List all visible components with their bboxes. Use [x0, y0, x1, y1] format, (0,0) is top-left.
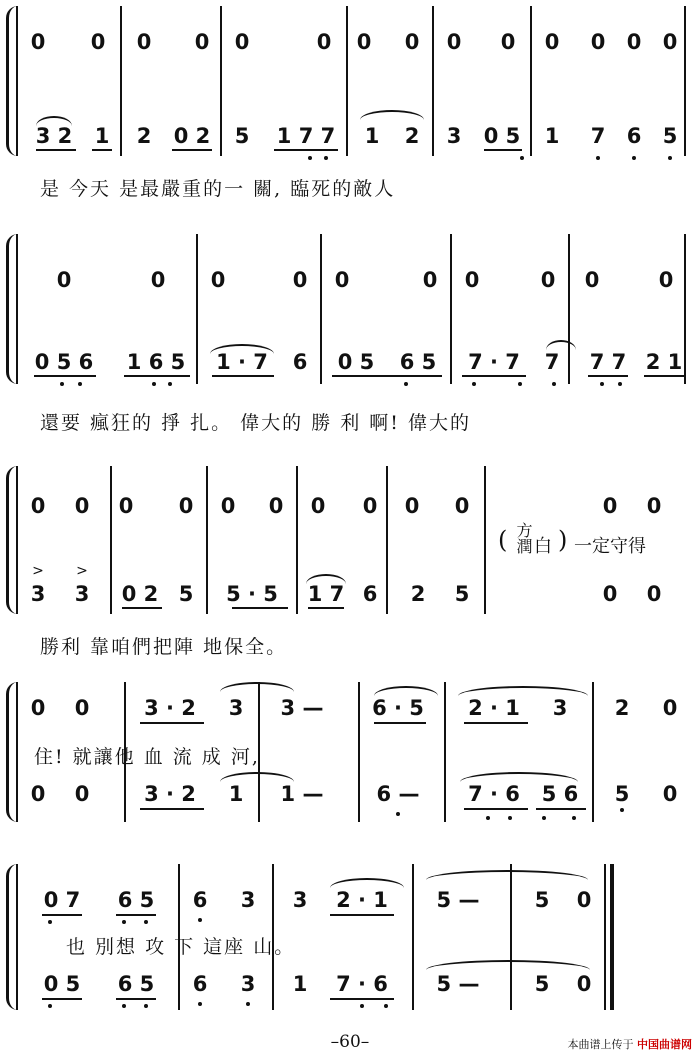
- lower-note: 5 —: [436, 972, 480, 996]
- barline: [296, 466, 298, 614]
- upper-note: 0: [662, 696, 678, 720]
- lower-note: 0: [576, 972, 592, 996]
- upper-note: 0: [362, 494, 378, 518]
- upper-note: 0: [662, 30, 678, 54]
- octave-dot: [360, 1004, 364, 1008]
- lower-note: 0: [662, 782, 678, 806]
- lower-note: 5: [662, 124, 678, 148]
- octave-dot: [552, 382, 556, 386]
- lower-note: 2: [404, 124, 420, 148]
- lower-note: 5: [454, 582, 470, 606]
- underline-beam: [232, 607, 288, 609]
- octave-dot: [384, 1004, 388, 1008]
- upper-note: 3: [552, 696, 568, 720]
- barline: [444, 682, 446, 822]
- speech-mark: 白: [534, 536, 552, 557]
- barline: [412, 864, 414, 1010]
- octave-dot: [122, 1004, 126, 1008]
- upper-note: 0: [602, 494, 618, 518]
- underline-beam: [374, 722, 426, 724]
- underline-beam: [330, 914, 394, 916]
- lyrics-line: 住! 就讓他 血 流 成 河,: [34, 746, 260, 768]
- octave-dot: [48, 1004, 52, 1008]
- lower-note: 3 · 2: [144, 782, 196, 806]
- barline: [16, 6, 18, 156]
- underline-beam: [464, 808, 528, 810]
- underline-beam: [464, 722, 528, 724]
- octave-dot: [324, 156, 328, 160]
- page-number: –60–: [330, 1032, 370, 1052]
- octave-dot: [600, 382, 604, 386]
- upper-note: 0: [658, 268, 674, 292]
- upper-note: 0: [234, 30, 250, 54]
- octave-dot: [572, 816, 576, 820]
- octave-dot: [596, 156, 600, 160]
- barline: [568, 234, 570, 384]
- underline-beam: [116, 998, 156, 1000]
- upper-note: 0: [292, 268, 308, 292]
- upper-note: 2 · 1: [468, 696, 520, 720]
- upper-note: 5 —: [436, 888, 480, 912]
- system-4: [6, 682, 690, 842]
- lower-note: 3: [446, 124, 462, 148]
- lower-note: 7: [544, 350, 560, 374]
- system-2: [6, 234, 690, 394]
- upper-note: 0: [220, 494, 236, 518]
- octave-dot: [518, 382, 522, 386]
- lower-note: 7: [590, 124, 606, 148]
- lower-note: 6: [192, 972, 208, 996]
- upper-note: 3 · 2: [144, 696, 196, 720]
- octave-dot: [542, 816, 546, 820]
- upper-note: 3: [228, 696, 244, 720]
- underline-beam: [140, 808, 204, 810]
- footer-prefix: 本曲谱上传于: [567, 1038, 634, 1051]
- paren-close: ): [558, 526, 568, 554]
- octave-dot: [144, 1004, 148, 1008]
- barline: [484, 466, 486, 614]
- lower-note: 3: [74, 582, 90, 606]
- underline-beam: [308, 607, 344, 609]
- upper-note: 0: [576, 888, 592, 912]
- underline-beam: [330, 998, 394, 1000]
- final-barline: [610, 864, 614, 1010]
- lower-note: 2: [136, 124, 152, 148]
- lower-note: 6 5: [399, 350, 437, 374]
- upper-note: 0: [334, 268, 350, 292]
- lower-note: 0 5: [43, 972, 81, 996]
- tie-slur: [220, 772, 294, 782]
- underline-beam: [212, 375, 274, 377]
- upper-note: 0: [30, 30, 46, 54]
- upper-note: 3 —: [280, 696, 324, 720]
- lower-note: 6 —: [376, 782, 420, 806]
- system-3: [6, 466, 690, 616]
- upper-note: 0: [404, 30, 420, 54]
- octave-dot: [122, 920, 126, 924]
- underline-beam: [36, 149, 76, 151]
- upper-note: 0: [118, 494, 134, 518]
- lyrics-line: 也 別想 攻 下 這座 山。: [66, 936, 296, 958]
- octave-dot: [246, 1002, 250, 1006]
- barline: [386, 466, 388, 614]
- lower-note: 1: [544, 124, 560, 148]
- upper-note: 0: [310, 494, 326, 518]
- upper-note: 0: [446, 30, 462, 54]
- source-footer: [568, 1036, 693, 1052]
- upper-note: 5: [534, 888, 550, 912]
- lower-note: 1 7: [307, 582, 345, 606]
- tie-slur: [546, 340, 576, 350]
- upper-note: 0: [584, 268, 600, 292]
- octave-dot: [308, 156, 312, 160]
- octave-dot: [404, 382, 408, 386]
- upper-note: 0: [590, 30, 606, 54]
- lower-note: 6: [362, 582, 378, 606]
- upper-note: 0: [150, 268, 166, 292]
- barline: [120, 6, 122, 156]
- upper-note: 0: [74, 494, 90, 518]
- tie-slur: [374, 686, 438, 696]
- underline-beam: [462, 375, 526, 377]
- barline: [358, 682, 360, 822]
- lower-note: 6 5: [117, 972, 155, 996]
- upper-note: 0: [316, 30, 332, 54]
- octave-dot: [486, 816, 490, 820]
- barline: [206, 466, 208, 614]
- tie-slur: [306, 574, 346, 584]
- barline: [110, 466, 112, 614]
- underline-beam: [536, 808, 586, 810]
- barline: [220, 6, 222, 156]
- barline: [16, 864, 18, 1010]
- lower-note: 3: [30, 582, 46, 606]
- underline-beam: [644, 375, 684, 377]
- upper-note: 0: [646, 494, 662, 518]
- tie-slur: [426, 960, 590, 970]
- underline-beam: [92, 149, 112, 151]
- underline-beam: [332, 375, 442, 377]
- lower-note: 0 5: [483, 124, 521, 148]
- upper-note: 0 7: [43, 888, 81, 912]
- upper-note: 0: [356, 30, 372, 54]
- upper-note: 0: [178, 494, 194, 518]
- lower-note: 1: [292, 972, 308, 996]
- octave-dot: [632, 156, 636, 160]
- tie-slur: [458, 686, 588, 696]
- system-5: [6, 864, 690, 1014]
- upper-note: 0: [74, 696, 90, 720]
- lower-note: 1 —: [280, 782, 324, 806]
- lower-note: 6: [292, 350, 308, 374]
- barline: [684, 6, 686, 156]
- lower-note: 2: [410, 582, 426, 606]
- upper-note: 6: [192, 888, 208, 912]
- lower-note: 3: [240, 972, 256, 996]
- tie-slur: [330, 878, 404, 888]
- barline: [530, 6, 532, 156]
- lower-note: 6: [626, 124, 642, 148]
- lower-note: 2 1: [645, 350, 683, 374]
- upper-note: 0: [268, 494, 284, 518]
- underline-beam: [140, 722, 204, 724]
- upper-note: 6 5: [117, 888, 155, 912]
- underline-beam: [484, 149, 522, 151]
- lower-note: 5 · 5: [226, 582, 278, 606]
- upper-note: 0: [56, 268, 72, 292]
- accent-mark: >: [76, 563, 88, 579]
- lower-note: 0 5 6: [34, 350, 94, 374]
- lower-note: 7 · 7: [468, 350, 520, 374]
- barline: [592, 682, 594, 822]
- octave-dot: [520, 156, 524, 160]
- tie-slur: [426, 870, 588, 880]
- lower-note: 5 6: [541, 782, 579, 806]
- upper-note: 0: [454, 494, 470, 518]
- barline: [450, 234, 452, 384]
- site-name: 中国曲谱网: [637, 1038, 692, 1051]
- octave-dot: [620, 808, 624, 812]
- lower-note: 7 7: [589, 350, 627, 374]
- tie-slur: [360, 110, 424, 120]
- lower-note: 0: [30, 782, 46, 806]
- upper-note: 6 · 5: [372, 696, 424, 720]
- lower-note: 1 7 7: [276, 124, 336, 148]
- upper-note: 3: [292, 888, 308, 912]
- upper-note: 0: [30, 696, 46, 720]
- underline-beam: [42, 914, 82, 916]
- lower-note: 1: [94, 124, 110, 148]
- underline-beam: [122, 607, 162, 609]
- lower-note: 0 2: [121, 582, 159, 606]
- lower-note: 0: [602, 582, 618, 606]
- upper-note: 2: [614, 696, 630, 720]
- upper-note: 0: [136, 30, 152, 54]
- lower-note: 7 · 6: [468, 782, 520, 806]
- speaker-role: 方潤: [514, 522, 533, 554]
- lower-note: 0: [646, 582, 662, 606]
- paren-open: (: [498, 526, 508, 554]
- octave-dot: [618, 382, 622, 386]
- tie-slur: [460, 772, 578, 782]
- lower-note: 1 · 7: [216, 350, 268, 374]
- upper-note: 0: [30, 494, 46, 518]
- octave-dot: [198, 918, 202, 922]
- lower-note: 1: [228, 782, 244, 806]
- lower-note: 1 6 5: [126, 350, 186, 374]
- lyrics-line: 是 今天 是最嚴重的一 關, 臨死的敵人: [40, 178, 396, 200]
- upper-note: 0: [540, 268, 556, 292]
- lower-note: 5: [234, 124, 250, 148]
- barline: [16, 234, 18, 384]
- lyrics-line: 勝利 靠咱們把陣 地保全。: [40, 636, 288, 658]
- lower-note: 0 2: [173, 124, 211, 148]
- upper-note: 0: [422, 268, 438, 292]
- tie-slur: [220, 682, 294, 692]
- upper-note: 0: [194, 30, 210, 54]
- accent-mark: >: [32, 563, 44, 579]
- upper-note: 0: [404, 494, 420, 518]
- octave-dot: [152, 382, 156, 386]
- barline: [684, 234, 686, 384]
- lyrics-line: 還要 瘋狂的 掙 扎。 偉大的 勝 利 啊! 偉大的: [40, 412, 471, 434]
- lower-note: 0 5: [337, 350, 375, 374]
- barline: [16, 682, 18, 822]
- octave-dot: [668, 156, 672, 160]
- lower-note: 5: [178, 582, 194, 606]
- barline: [510, 864, 512, 1010]
- upper-note: 0: [90, 30, 106, 54]
- octave-dot: [472, 382, 476, 386]
- underline-beam: [588, 375, 628, 377]
- lower-note: 0: [74, 782, 90, 806]
- final-barline: [604, 864, 606, 1010]
- upper-note: 0: [626, 30, 642, 54]
- underline-beam: [172, 149, 212, 151]
- underline-beam: [34, 375, 96, 377]
- underline-beam: [124, 375, 190, 377]
- upper-note: 0: [500, 30, 516, 54]
- barline: [432, 6, 434, 156]
- lower-note: 1: [364, 124, 380, 148]
- barline: [196, 234, 198, 384]
- upper-note: 3: [240, 888, 256, 912]
- underline-beam: [42, 998, 82, 1000]
- barline: [346, 6, 348, 156]
- lower-note: 7 · 6: [336, 972, 388, 996]
- octave-dot: [144, 920, 148, 924]
- octave-dot: [60, 382, 64, 386]
- octave-dot: [198, 1002, 202, 1006]
- system-1: [6, 6, 690, 176]
- upper-note: 0: [544, 30, 560, 54]
- barline: [16, 466, 18, 614]
- underline-beam: [116, 914, 156, 916]
- barline: [320, 234, 322, 384]
- underline-beam: [274, 149, 338, 151]
- octave-dot: [78, 382, 82, 386]
- upper-note: 0: [464, 268, 480, 292]
- octave-dot: [396, 812, 400, 816]
- octave-dot: [168, 382, 172, 386]
- lower-note: 5: [534, 972, 550, 996]
- octave-dot: [48, 920, 52, 924]
- spoken-line: 一定守得: [574, 536, 646, 557]
- upper-note: 0: [210, 268, 226, 292]
- octave-dot: [508, 816, 512, 820]
- lower-note: 5: [614, 782, 630, 806]
- lower-note: 3 2: [35, 124, 73, 148]
- upper-note: 2 · 1: [336, 888, 388, 912]
